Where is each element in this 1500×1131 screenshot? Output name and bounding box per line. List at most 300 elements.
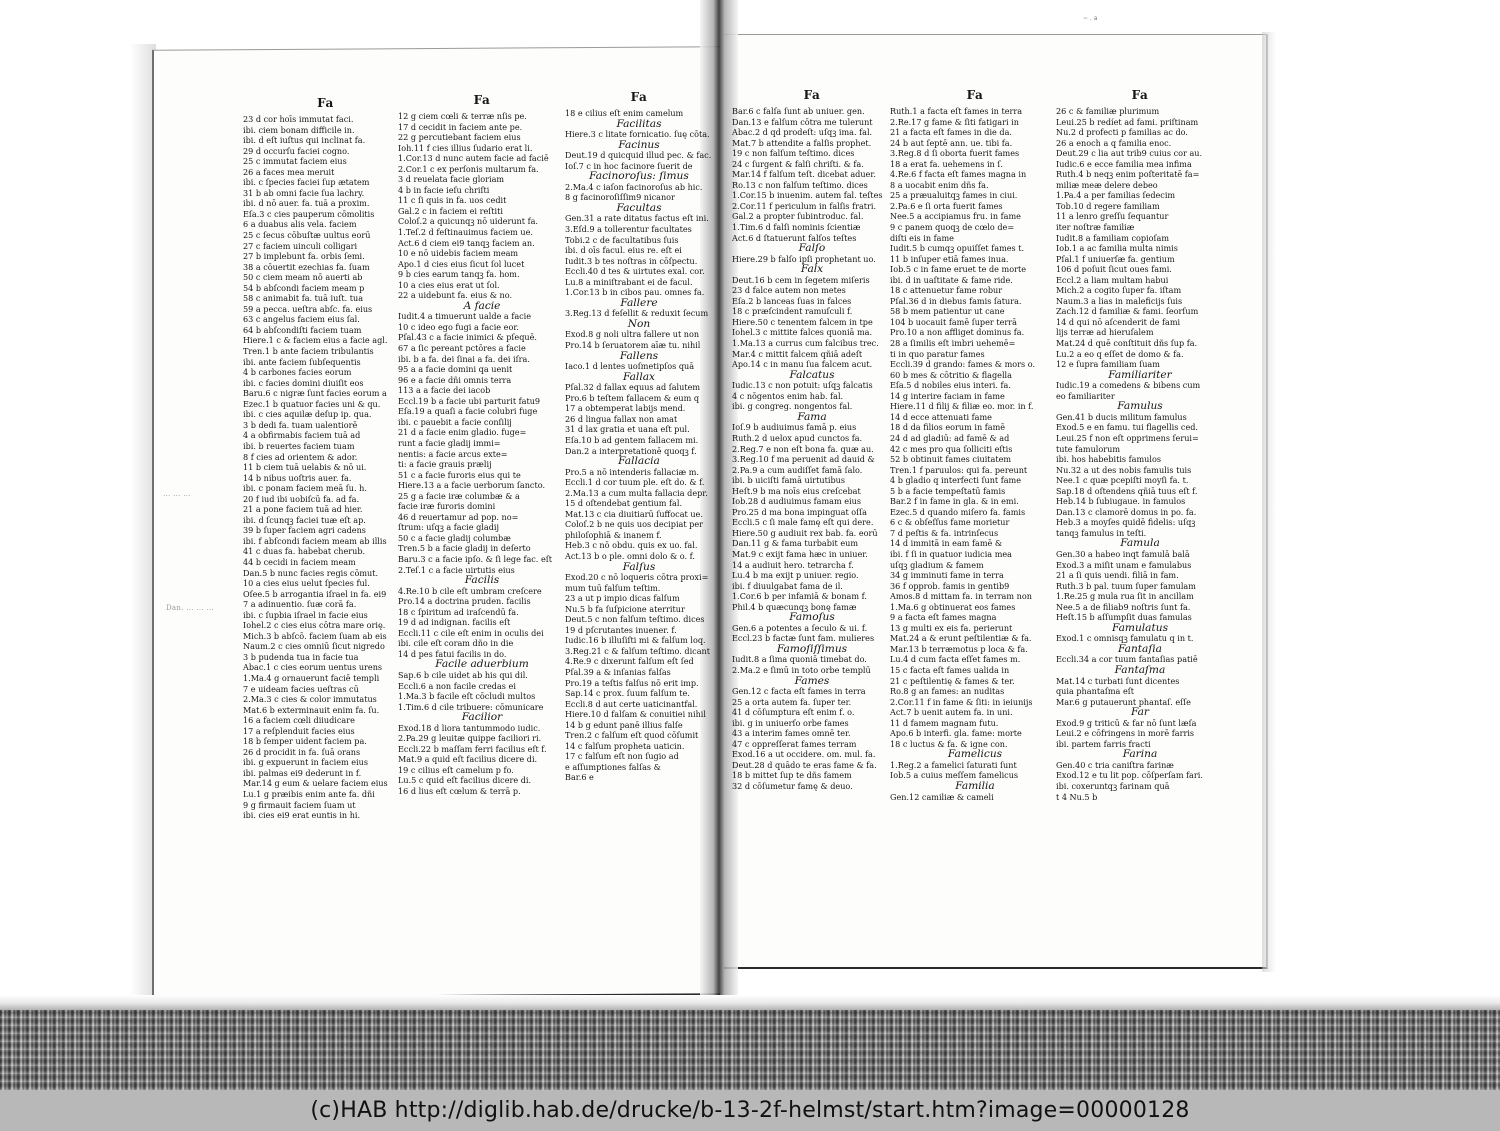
- index-entry: 96 e a facie dñi omnis terra: [398, 374, 512, 385]
- index-entry: Hiere.1 c & faciem eius a facie agl.: [243, 335, 388, 346]
- index-entry: 38 a cōuertit ezechias fa. ſuam: [243, 261, 370, 272]
- index-entry: 9 c panem quoqꝫ de cœlo de=: [890, 222, 1015, 233]
- section-heading: Fantaſma: [1114, 663, 1166, 676]
- index-entry: Oſee.5 b arrogantia iſrael in fa. ei9: [243, 588, 387, 599]
- index-entry: ſtrum: uſqꝫ a facie gladij: [398, 522, 499, 533]
- index-entry: 10 a cies eius uelut ſpecies ful.: [243, 578, 370, 589]
- section-heading: A facie: [463, 299, 501, 312]
- index-entry: Gen.30 a habeo inqt famulā balā: [1056, 548, 1190, 559]
- index-entry: Amos.8 d mittam fa. in terram non: [890, 591, 1032, 602]
- index-entry: 32 d cōſumetur famę & deuo.: [732, 781, 853, 791]
- index-entry: 31 b ab omni facie ſua lachry.: [243, 187, 365, 198]
- index-entry: Lu.1 g præibis enim ante fa. dñi: [243, 789, 375, 799]
- index-entry: 44 b cecidi in faciem meam: [243, 556, 356, 567]
- index-entry: 34 g imminuti fame in terra: [890, 570, 1004, 581]
- index-entry: Abac.2 d qd prodeſt: uſqꝫ ima. fal.: [732, 127, 873, 138]
- index-entry: 19 c cilius eſt camelum p fo.: [398, 764, 514, 775]
- index-entry: uſqꝫ gladium & famem: [890, 559, 984, 570]
- index-entry: 9 g firmauit faciem ſuam ut: [243, 799, 356, 810]
- index-entry: 67 a ſic pereant pctōres a facie: [398, 343, 526, 354]
- index-entry: facie iræ furoris domini: [398, 501, 496, 512]
- section-heading: Famoſus: [789, 611, 835, 624]
- index-entry: 9 b cies earum tanqꝫ fa. hom.: [398, 269, 520, 280]
- section-heading: Familia: [955, 780, 995, 792]
- index-entry: Hiere.50 g audiuit rex bab. fa. eorū: [732, 527, 878, 538]
- index-entry: 1.Ma.4 g ornauerunt faciē templi: [243, 672, 380, 683]
- index-entry: 18 c præſcindent ramuſculi f.: [732, 306, 853, 317]
- scanner-noise-band: [0, 1010, 1500, 1090]
- index-entry: Gen.6 a potentes a ſeculo & ui. f.: [732, 622, 868, 633]
- index-entry: ibi. c ſpecies faciei ſup ætatem: [243, 177, 370, 188]
- index-entry: 1.Cor.13 b in cibos pau. omnes fa.: [565, 287, 705, 298]
- index-entry: Baru.3 c a facie ipſo. & ſi lege fac. eſt: [398, 553, 552, 564]
- index-entry: 26 d procidit in fa. ſuā orans: [243, 746, 361, 757]
- index-entry: Abac.1 c cies eorum uentus urens: [243, 662, 383, 673]
- index-entry: 25 c immutat faciem eius: [243, 156, 347, 167]
- index-entry: Exod.16 a ut occidere. om. mul. fa.: [732, 749, 876, 760]
- column-running-head: Fa: [966, 88, 984, 102]
- index-entry: 1.Cor.6 b per infamiā & bonam f.: [732, 591, 867, 602]
- index-entry: 25 a orta autem fa. ſuper ter.: [732, 696, 852, 707]
- index-entry: ibi. g in uniuerſo orbe fames: [732, 717, 849, 728]
- index-entry: ibi. f ſi in quatuor iudicia mea: [890, 548, 1012, 559]
- section-heading: Fames: [794, 674, 830, 687]
- index-entry: Pro.25 d ma bona impinguat oſſa: [732, 506, 867, 517]
- index-entry: Eſa.19 a quaſi a facie colubri fuge: [398, 406, 538, 417]
- column-6: [1056, 88, 1224, 878]
- index-entry: 2.Pa.9 a cum audiſſet famā ſalo.: [732, 464, 863, 475]
- index-entry: 24 b aut ſeptē ann. ue. tibi fa.: [890, 137, 1013, 148]
- index-entry: 63 c angelus faciem eius ſal.: [243, 314, 360, 325]
- index-entry: 8 a uocabit enim dñs fa.: [890, 179, 989, 190]
- index-entry: 2.Ma.3 c cies & color immutatus: [243, 694, 377, 705]
- index-entry: Sap.14 c prox. ſuum falſum te.: [565, 688, 690, 699]
- index-entry: Apo.1 d cies eius ſicut ſol lucet: [398, 258, 525, 269]
- index-entry: 26 d lingua fallax non amat: [565, 413, 678, 424]
- section-heading: Facilis: [464, 574, 500, 587]
- index-entry: Eccl.23 b factæ ſunt fam. mulieres: [732, 633, 875, 644]
- index-entry: ibi. f diuulgabat fama de il.: [732, 580, 843, 591]
- index-entry: Deut.5 c non falſum teſtimo. dices: [565, 614, 705, 625]
- index-entry: Lu.5 c quid eſt facilius dicere di.: [398, 775, 532, 786]
- index-entry: 50 c a facie gladij columbæ: [398, 532, 511, 543]
- index-entry: ibi. ciem bonam difficile in.: [243, 124, 355, 135]
- index-entry: 1.Reg.2 a famelici ſaturati ſunt: [890, 759, 1017, 770]
- index-entry: 21 a ſi quis uendi. filiā in fam.: [1056, 570, 1179, 581]
- index-entry: 14 g interire faciam in fame: [890, 390, 1005, 401]
- index-entry: 50 c ciem meam nō auerti ab: [243, 272, 363, 283]
- index-entry: Gal.2 c in faciem ei reſtiti: [398, 205, 503, 216]
- index-entry: Nee.5 a accipiamus fru. in fame: [890, 211, 1021, 222]
- index-entry: 24 c ſurgent & falſi chriſti. & fa.: [732, 158, 864, 169]
- index-entry: Pro.19 a teſtis falſus nō erit imp.: [565, 677, 699, 688]
- section-heading: Falſus: [622, 560, 656, 573]
- index-entry: tanqꝫ famulus in teſti.: [1056, 527, 1147, 538]
- section-heading: Falx: [800, 263, 824, 276]
- section-heading: Farina: [1122, 748, 1158, 761]
- section-heading: Facinoroſus: ſimus: [589, 170, 689, 183]
- index-entry: Deut.28 d quādo te eras fame & fa.: [732, 759, 877, 770]
- index-entry: 1.Ma.3 b facile eſt cōcludi multos: [398, 691, 536, 702]
- index-entry: 15 c facta eſt fames ualida in: [890, 664, 1010, 675]
- index-entry: ibi. f abſcondi faciem meam ab illis: [243, 535, 387, 546]
- index-entry: 8 g facinoroſiſſim9 nicanor: [565, 192, 675, 203]
- index-entry: Lu.2 a eo q eſſet de domo & fa.: [1056, 348, 1184, 359]
- index-entry: 58 b mem patientur ut cane: [890, 306, 1005, 317]
- index-entry: 14 c falſum propheta uaticin.: [565, 740, 685, 751]
- index-entry: 11 a lenro greſſu ſequantur: [1056, 211, 1169, 222]
- index-entry: Eccli.40 d tes & uirtutes exal. cor.: [565, 266, 705, 277]
- index-entry: ibi. coxeruntqꝫ farinam quā: [1056, 781, 1170, 791]
- index-entry: Mar.14 g eum & uelare faciem eius: [243, 778, 388, 789]
- index-entry: 17 a obtemperat labijs mend.: [565, 403, 686, 414]
- index-entry: Ioſ.7 c in hoc facinore ſuerit de: [565, 160, 693, 171]
- index-entry: Tren.1 f paruulos: qui fa. pereunt: [890, 464, 1028, 475]
- index-entry: Pſal.43 c a facie inimici & pſequē.: [398, 332, 537, 343]
- index-entry: Eſa.3 c cies pauperum cōmolitis: [243, 208, 375, 219]
- section-heading: Facilior: [461, 711, 503, 724]
- index-entry: 17 a reſplenduit facies eius: [243, 725, 355, 736]
- index-entry: Pro.14 b ſeruatorem aīæ tu. nihil: [565, 340, 701, 351]
- index-entry: 4.Re.10 b cile eſt umbram creſcere: [398, 585, 542, 596]
- index-entry: Mat.7 b attendite a falſis prophet.: [732, 137, 872, 148]
- index-entry: Sap.6 b cile uidet ab his qui dil.: [398, 669, 528, 680]
- index-entry: 31 d lax gratia et uana eſt pul.: [565, 424, 690, 435]
- index-entry: Eccli.1 d cor tuum ple. eſt do. & f.: [565, 477, 705, 488]
- index-entry: Leui.25 b redíet ad fami. priſtinam: [1056, 116, 1199, 127]
- index-entry: 1.Tim.6 d cile tribuere: cōmunicare: [398, 701, 544, 712]
- index-entry: 2.Ma.4 c iaſon facinoroſus ab hic.: [565, 181, 703, 192]
- index-entry: ibi. c pauebit a facie conſilij: [398, 416, 512, 427]
- index-entry: Mar.14 f falſum teſt. dicebat aduer.: [732, 169, 876, 180]
- index-entry: 51 c a facie furoris eius qui te: [398, 469, 521, 480]
- index-entry: ti in quo paratur fames: [890, 348, 985, 359]
- index-entry: Gen.40 c tria caniſtra farinæ: [1056, 759, 1174, 770]
- section-heading: Facultas: [616, 201, 662, 214]
- index-entry: 2.Cor.11 f periculum in falſis fratri.: [732, 200, 877, 211]
- section-heading: Non: [627, 317, 651, 330]
- index-entry: Lu.4 d cum facta eſſet fames m.: [890, 654, 1021, 665]
- index-entry: Mich.2 a cogito ſuper fa. iſtam: [1056, 285, 1182, 296]
- index-entry: Hiere.29 b falſo ipſi prophetant uo.: [732, 253, 876, 264]
- section-heading: Facilitas: [616, 117, 662, 130]
- index-entry: Mar.13 b terræmotus p loca & fa.: [890, 643, 1028, 654]
- index-entry: 7 a adinuentio. ſuæ corā fa.: [243, 599, 357, 610]
- index-entry: ibi. c ſupbia iſrael in facie eius: [243, 609, 368, 620]
- index-entry: tute famulorum: [1056, 443, 1121, 454]
- index-entry: nentis: a facie arcus exte=: [398, 448, 508, 459]
- index-entry: 17 d cecidit in faciem ante pe.: [398, 121, 523, 132]
- index-entry: 25 c ſecus cōbuſtæ uultus eorū: [243, 230, 371, 241]
- index-entry: Heb.14 b ſubiugaue. in famulos: [1056, 496, 1186, 507]
- index-entry: Pſal.39 a & inſanias falſas: [565, 666, 671, 677]
- column-running-head: Fa: [803, 88, 821, 102]
- index-entry: Exod.5 e en famu. tui flagellis ced.: [1056, 422, 1199, 433]
- index-entry: Pſal.36 d in diebus famis ſatura.: [890, 295, 1022, 306]
- index-entry: ibi. g expuerunt in faciem eius: [243, 757, 369, 768]
- index-entry: Ioſ.9 b audiuimus famā p. eius: [732, 422, 857, 433]
- index-entry: 3.Reg.13 d feſellit & reduxit ſecum: [565, 308, 709, 319]
- index-entry: Gen.12 c facta eſt fames in terra: [732, 686, 866, 697]
- index-entry: Bar.6 c falſa ſunt ab uniuer. gen.: [732, 106, 865, 116]
- index-entry: Nu.32 a ut des nobis famulis tuis: [1056, 464, 1192, 475]
- index-entry: Hiere.10 d falſam & conuitiei nihil: [565, 709, 706, 720]
- index-entry: 11 b ciem tuā uelabis & nō ui.: [243, 462, 367, 473]
- index-entry: 42 c mes pro qua ſolliciti eſtis: [890, 443, 1013, 454]
- index-entry: 1.Tim.6 d falſi nominis ſcientiæ: [732, 222, 861, 233]
- index-entry: 24 d ad gladiū: ad famē & ad: [890, 432, 1010, 443]
- index-entry: Exod.12 e tu lit pop. cōſperſam fari.: [1056, 770, 1203, 781]
- index-entry: Act.6 d ciem ei9 tanqꝫ faciem an.: [398, 237, 535, 248]
- index-entry: 18 b ſemper uident faciem pa.: [243, 736, 367, 747]
- index-entry: 18 a erat fa. uehemens in ſ.: [890, 158, 1003, 169]
- index-entry: 22 g percutiebant faciem eius: [398, 132, 521, 143]
- index-entry: Bar.6 e: [565, 772, 594, 783]
- index-entry: 2.Ma.13 a cum multa fallacia depr.: [565, 487, 708, 498]
- index-entry: Act.6 d ſtatuerunt falſos teſtes: [732, 232, 857, 243]
- index-entry: 18 d da filios eorum in famē: [890, 422, 1006, 433]
- index-entry: 11 d famem magnam futu.: [890, 717, 999, 728]
- index-entry: Nu.2 d profecti p familias ac do.: [1056, 127, 1188, 138]
- index-entry: Heſt.9 b ma noīs eius creſcebat: [732, 485, 861, 496]
- index-entry: 21 c peſtilentię & fames & ter.: [890, 675, 1015, 686]
- index-entry: Bar.2 f in fame in gla. & in emi.: [890, 496, 1019, 507]
- index-entry: Heb.3 c nō obdu. quis ex uo. fal.: [565, 540, 698, 551]
- index-entry: Tren.5 b a facie gladij in deſerto: [398, 543, 531, 554]
- index-entry: Exod.20 c nō loqueris cōtra proxi=: [565, 572, 709, 583]
- index-entry: 52 b obtinuit fames ciuitatem: [890, 454, 1012, 465]
- index-entry: 4 c nōgentos enim hab. fal.: [732, 390, 844, 401]
- section-heading: Falſo: [798, 242, 826, 255]
- index-entry: 2.Teſ.1 c a facie uirtutis eius: [398, 564, 515, 575]
- index-entry: ibi. g congreg. nongentos fal.: [732, 401, 853, 412]
- index-entry: 43 a interim fames omnē ter.: [732, 728, 851, 739]
- index-entry: 4 b in facie ieſu chriſti: [398, 184, 490, 195]
- index-entry: 39 b ſuper faciem agri cadens: [243, 525, 366, 536]
- index-entry: 2.Reg.7 e non eſt bona fa. quæ au.: [732, 443, 874, 454]
- index-entry: 6 a duabus alis vela. faciem: [243, 219, 357, 230]
- index-entry: Naum.3 a lias in maleficijs ſuis: [1056, 295, 1183, 306]
- index-entry: 21 a facta eſt fames in die da.: [890, 127, 1012, 138]
- index-entry: ti: a facie grauis prælij: [398, 459, 492, 470]
- index-entry: 19 c non falſum teſtimo. dices: [732, 148, 855, 159]
- index-entry: 3.Reg.8 d ſi oborta fuerit fames: [890, 148, 1020, 159]
- index-entry: 1.Pa.4 a per familias ſedecim: [1056, 190, 1176, 201]
- index-entry: Iob.5 a cuius meſſem famelicus: [890, 770, 1019, 781]
- index-entry: Dan.13 c clamorē domus in po. fa.: [1056, 506, 1197, 517]
- column-1: [243, 96, 408, 886]
- index-entry: 14 d immitā in eam famē &: [890, 538, 1003, 549]
- index-entry: 22 a uidebunt fa. eius & no.: [398, 290, 513, 301]
- index-entry: Nee.1 c quæ pcepiſti moyſi fa. t.: [1056, 475, 1189, 486]
- index-entry: Iudic.19 a comedens & bibens cum: [1056, 380, 1201, 391]
- index-entry: Tren.2 c falſum eſt quod cōſumit: [565, 730, 699, 741]
- index-entry: 36 f opprob. famis in gentib9: [890, 580, 1010, 591]
- index-entry: 60 b mes & cōtritio & flagella: [890, 369, 1012, 380]
- index-entry: 23 d falce autem non metes: [732, 285, 846, 296]
- index-entry: e aſſumptiones falſas &: [565, 761, 661, 772]
- index-entry: 12 g ciem cœli & terræ nſis pe.: [398, 111, 527, 121]
- index-entry: Ro.13 c non falſum teſtimo. dices: [732, 179, 868, 190]
- index-entry: Pſal.1 f uniuerſæ fa. gentium: [1056, 253, 1175, 264]
- index-entry: ibi. partem farris fracti: [1056, 738, 1151, 749]
- index-entry: quia phantaſma eſt: [1056, 686, 1134, 697]
- index-entry: Ioh.11 f cies illius ſudario erat li.: [398, 142, 533, 153]
- section-heading: Fallax: [622, 370, 655, 383]
- section-heading: Famula: [1120, 537, 1160, 550]
- index-entry: Phil.4 b quæcunqꝫ bonę famæ: [732, 601, 857, 612]
- index-entry: Gal.2 a propter ſubintroduc. fal.: [732, 211, 864, 222]
- index-entry: Leui.25 f non eſt opprimens ſerui=: [1056, 432, 1199, 443]
- index-entry: 11 b inſuper etiā fames inua.: [890, 253, 1009, 264]
- index-entry: 10 c ideo ego fugi a facie eor.: [398, 321, 519, 332]
- section-heading: Fama: [797, 410, 827, 423]
- index-entry: Act.7 b uenit autem fa. in uni.: [890, 707, 1013, 718]
- index-entry: 1.Ma.13 a currus cum falcibus trec.: [732, 338, 879, 349]
- index-entry: 4 a obfirmabis faciem tuā ad: [243, 430, 361, 441]
- index-entry: Dan.2 a interpretationē quoqꝫ f.: [565, 445, 697, 456]
- index-entry: 64 b abſcondiſti faciem tuam: [243, 324, 362, 335]
- index-entry: ibi. c ponam faciem meā ſu. h.: [243, 483, 367, 494]
- index-entry: 106 d poſuit ſicut oues fami.: [1056, 264, 1172, 275]
- index-entry: 12 e ſupra familiam ſuam: [1056, 359, 1160, 370]
- index-entry: 23 d cor hoīs immutat faci.: [243, 114, 354, 124]
- index-entry: Pro.10 a non affliget dominus fa.: [890, 327, 1025, 338]
- index-entry: 3.Reg.21 c & falſum teſtimo. dicant: [565, 645, 711, 656]
- index-entry: Iudic.6 e ecce familia mea infima: [1056, 158, 1192, 169]
- index-entry: Eſa.2 b lanceas ſuas in falces: [732, 295, 852, 306]
- index-entry: Heb.3 a moyſes quidē fidelis: uſqꝫ: [1056, 517, 1196, 528]
- index-entry: Eſa.10 b ad gentem fallacem mi.: [565, 434, 699, 445]
- section-heading: Famoſiſſimus: [776, 642, 848, 655]
- index-entry: ibi. d oīs facul. eius re. eſt ei: [565, 245, 682, 256]
- index-entry: Ruth.2 d uelox apud cunctos fa.: [732, 432, 863, 443]
- section-heading: Falcatus: [789, 368, 835, 381]
- index-entry: Pſal.32 d fallax equus ad ſalutem: [565, 382, 701, 393]
- index-entry: 3.Reg.10 f ma peruenit ad dauid &: [732, 454, 875, 465]
- index-entry: eo familiariter: [1056, 390, 1115, 401]
- index-entry: 1.Ma.6 g obtinuerat eos fames: [890, 601, 1016, 612]
- index-entry: 54 b abſcondi faciem meam p: [243, 282, 365, 293]
- index-entry: 21 d a facie enim gladio. fuge=: [398, 427, 527, 438]
- index-entry: 10 e nō uidebis faciem meam: [398, 248, 519, 259]
- index-entry: 27 c faciem uinculi colligari: [243, 240, 358, 251]
- column-running-head: Fa: [473, 93, 491, 107]
- index-entry: Iudic.13 c non potuit: uſqꝫ falcatis: [732, 380, 873, 391]
- index-entry: 18 c ſpiritum ad iraſcendū fa.: [398, 606, 519, 617]
- index-entry: Apo.14 c in manu ſua falcem acut.: [732, 359, 873, 370]
- index-entry: 7 e uideam facies ueſtras cū: [243, 683, 359, 694]
- index-entry: 2.Cor.1 c ex perſonis multarum fa.: [398, 163, 539, 174]
- index-entry: 2.Cor.11 f in fame & ſiti: in ieiunijs: [890, 696, 1033, 707]
- index-entry: Tobi.2 c de facultatibus ſuis: [565, 234, 679, 245]
- section-heading: Fallere: [620, 296, 658, 309]
- index-entry: Mich.3 b abſcō. faciem ſuam ab eis: [243, 630, 387, 641]
- index-entry: 104 b uocauit famē ſuper terrā: [890, 316, 1017, 327]
- index-entry: 19 d ad indignan. facilis eſt: [398, 617, 511, 628]
- index-entry: Exod.8 g noli ultra fallere ut non: [565, 329, 700, 340]
- column-running-head: Fa: [317, 96, 334, 110]
- index-entry: ibi. cile eſt coram dño in die: [398, 638, 514, 649]
- index-entry: Eccli.22 b maſſam ferri facilius eſt f.: [398, 743, 547, 754]
- index-entry: 18 e cilius eſt enim camelum: [565, 108, 684, 118]
- index-entry: Pro.14 a doctrina pruden. facilis: [398, 596, 531, 607]
- index-entry: ibi. d eſt iuſtus qui inclinat fa.: [243, 135, 366, 146]
- column-2: [398, 93, 566, 883]
- index-entry: 3 b pudenda tua in facie tua: [243, 651, 359, 662]
- index-entry: miliæ meæ delere debeo: [1056, 179, 1158, 190]
- index-entry: lijs terræ ad hieruſalem: [1056, 327, 1154, 338]
- index-entry: 46 d reuertamur ad pop. no=: [398, 511, 519, 522]
- index-entry: 9 a facta eſt fames magna: [890, 612, 997, 623]
- index-entry: Zach.12 d familiæ & fami. ſeorſum: [1056, 306, 1199, 317]
- index-entry: 26 c & familiæ plurimum: [1056, 106, 1160, 116]
- index-entry: 6 c & obſeſſus fame morietur: [890, 517, 1010, 528]
- index-entry: Eccl.19 b a facie ubi parturit fatu9: [398, 395, 541, 406]
- index-entry: 3.Eſd.9 a tollerentur facultates: [565, 224, 692, 235]
- index-entry: 14 a audiuit hero. tetrarcha f.: [732, 559, 854, 570]
- index-entry: Iudit.8 a ſima quoniā timebat do.: [732, 654, 867, 665]
- index-entry: Mat.9 a quid eſt facilius dicere di.: [398, 754, 538, 765]
- index-entry: Eccli.6 a non facile credas ei: [398, 680, 516, 691]
- index-entry: Leui.2 e cōfringens in morē farris: [1056, 728, 1195, 739]
- right-page-edge: [1262, 32, 1276, 972]
- index-entry: mum tuū falſum teſtim.: [565, 582, 661, 593]
- index-entry: Hiere.50 c tenentem falcem in tpe: [732, 316, 873, 327]
- section-heading: Famulatus: [1111, 621, 1169, 634]
- index-entry: ibi. c facies domini diuiſit eos: [243, 377, 364, 388]
- index-entry: Dan.11 g & fama turbabit eum: [732, 538, 859, 549]
- index-entry: 18 c attenuetur fame robur: [890, 285, 1003, 296]
- column-running-head: Fa: [630, 90, 648, 104]
- index-entry: Lu.8 a miniſtrabant ei de facul.: [565, 276, 693, 287]
- column-running-head: Fa: [1131, 88, 1149, 102]
- index-entry: 14 d ecce attenuati fame: [890, 411, 992, 422]
- index-entry: 14 d pes fatui facilis in do.: [398, 648, 507, 659]
- index-entry: 13 g multi ex eis fa. perierunt: [890, 622, 1013, 633]
- section-heading: Facile aduerbium: [435, 658, 529, 671]
- index-entry: 14 b g edunt panē illius falſe: [565, 719, 683, 730]
- index-entry: 25 g a facie iræ columbæ & a: [398, 490, 520, 501]
- index-entry: Iudit.3 b tes noſtras in cōſpectu.: [565, 255, 698, 266]
- index-entry: Gen.31 a rate ditatus factus eſt ini.: [565, 213, 709, 224]
- index-entry: Iohel.2 c cies eius cōtra mare orię.: [243, 620, 386, 631]
- index-entry: 26 a enoch a q familia enoc.: [1056, 137, 1172, 148]
- index-entry: Lu.4 b ma exijt p uniuer. regio.: [732, 570, 859, 581]
- index-entry: Mat.24 d quē conſtituit dñs ſup fa.: [1056, 338, 1198, 349]
- index-entry: ibi. b reuertes faciem tuam: [243, 440, 355, 451]
- index-entry: diſti eis in fame: [890, 232, 954, 243]
- index-entry: 4 b carbones facies eorum: [243, 367, 352, 378]
- index-entry: Ruth.4 b neqꝫ enim poſteritatē fa=: [1056, 169, 1200, 180]
- index-entry: ibi. b uiciſti famā uirtutibus: [732, 475, 846, 486]
- index-entry: Eccli.34 a cor tuum fantaſias patiē: [1056, 654, 1198, 665]
- index-entry: Hiere.11 d filij & filiæ eo. mor. in f.: [890, 401, 1034, 412]
- index-entry: 19 d pſcrutantes inuener. f.: [565, 624, 677, 635]
- index-entry: Ezec.5 d quando miſero fa. famis: [890, 506, 1026, 517]
- index-entry: Eccli.5 c ſi male famę eſt qui dere.: [732, 517, 874, 528]
- index-entry: 113 a a facie dei iacob: [398, 385, 491, 396]
- index-entry: Deut.16 b cem in ſegetem miſeris: [732, 274, 870, 285]
- index-entry: Nee.5 a de filiab9 noſtris ſunt fa.: [1056, 601, 1191, 612]
- index-entry: Ezec.1 b quatuor facies uni & qu.: [243, 398, 381, 409]
- index-entry: t 4 Nu.5 b: [1056, 791, 1098, 802]
- index-entry: ibi. d in uaſtitate & fame ride.: [890, 274, 1013, 285]
- index-entry: 21 a pone faciem tuā ad hier.: [243, 504, 363, 515]
- top-ink-mark: ~ . a: [1083, 15, 1098, 22]
- index-entry: ibi. ante faciem ſubſequentis: [243, 356, 361, 367]
- section-heading: Facinus: [618, 138, 660, 151]
